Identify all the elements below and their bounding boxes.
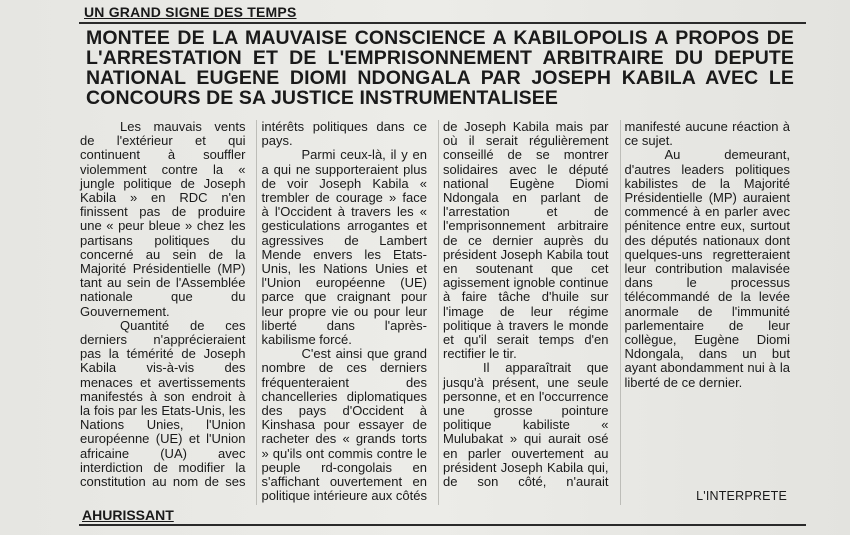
author-signature: L'INTERPRETE bbox=[696, 489, 787, 503]
top-rule bbox=[79, 22, 806, 24]
article-paragraph: Il apparaîtrait que jusqu'à présent, une seule personne, et en l'occurrence une grosse pointure politique kabiliste « Mulubakat » qui aurait osé en parler ouvertement au président Joseph Kabila qui, de son côté, n'aurait manifesté aucune réaction à ce sujet. bbox=[443, 119, 790, 490]
footer-section-title: AHURISSANT bbox=[82, 507, 174, 523]
article-paragraph: Au demeurant, d'autres leaders politiques kabilistes de la Majorité Présidentielle (MP) auraient commencé à en parler avec pénitence entre eux, surtout des députés nationaux dont quelques-uns regretteraient leur contribution malavisée dans le processus télécommandé de la levée anormale de l'immunité parlementaire de leur collègue, Eugène Diomi Ndongala, dans un but ayant abondamment nui à la liberté de ce dernier. bbox=[624, 147, 790, 390]
bottom-rule bbox=[79, 524, 806, 526]
article-paragraph: C'est ainsi que grand nombre de ces derniers fréquenteraient des chancelleries diplomatiques des pays d'Occident à Kinshasa pour essayer de racheter des « grands torts » qu'ils ont commis contre le peuple rd-congolais en s'affichant ouvertement en politique intérieure aux côtés de Joseph Kabila mais par où il serait régulièrement conseillé de se montrer solidaires avec le député national Eugène Diomi Ndongala en parlant de l'arrestation et de l'emprisonnement arbitraire de ce dernier auprès du président Joseph Kabila tout en soutenant que cet agissement ignoble continue à faire tâche d'huile sur l'image de leur régime politique à travers le monde et qu'il serait temps d'en rectifier le tir. bbox=[261, 119, 609, 504]
article-paragraph: Les mauvais vents de l'extérieur et qui continuent à souffler violemment contre la « jungle politique de Joseph Kabila » en RDC n'en finissent pas de produire une « peur bleue » chez les partisans politiques du concerné au sein de la Majorité Présidentielle (MP) tant au sein de l'Assemblée nationale que du Gouvernement. bbox=[80, 119, 246, 319]
article-paragraph: Parmi ceux-là, il y en a qui ne supporteraient plus de voir Joseph Kabila « trembler de courage » face à l'Occident à travers les « gesticulations arrogantes et agressives de Lambert Mende envers les Etats-Unis, les Nations Unies et l'Union européenne (UE) parce que craignant pour leur propre vie ou pour leur liberté dans l'après-kabilisme forcé. bbox=[261, 147, 427, 348]
article-body bbox=[80, 120, 790, 508]
article-paragraph: Quantité de ces derniers n'apprécieraient pas la témérité de Joseph Kabila vis-à-vis des menaces et avertissements manifestés à son endroit à la fois par les Etats-Unis, les Nations Unies, l'Union européenne (UE) et l'Union africaine (UA) avec interdiction de modifier la constitution au nom de ses intérêts politiques dans ce pays. bbox=[80, 119, 427, 490]
section-title: UN GRAND SIGNE DES TEMPS bbox=[84, 4, 297, 20]
headline: MONTEE DE LA MAUVAISE CONSCIENCE A KABILOPOLIS A PROPOS DE L'ARRESTATION ET DE L'EMPRISONNEMENT ARBITRAIRE DU DEPUTE NATIONAL EUGENE DIOMI NDONGALA PAR JOSEPH KABILA AVEC LE CONCOURS DE SA JUSTICE INSTRUMENTALISEE bbox=[86, 27, 794, 109]
